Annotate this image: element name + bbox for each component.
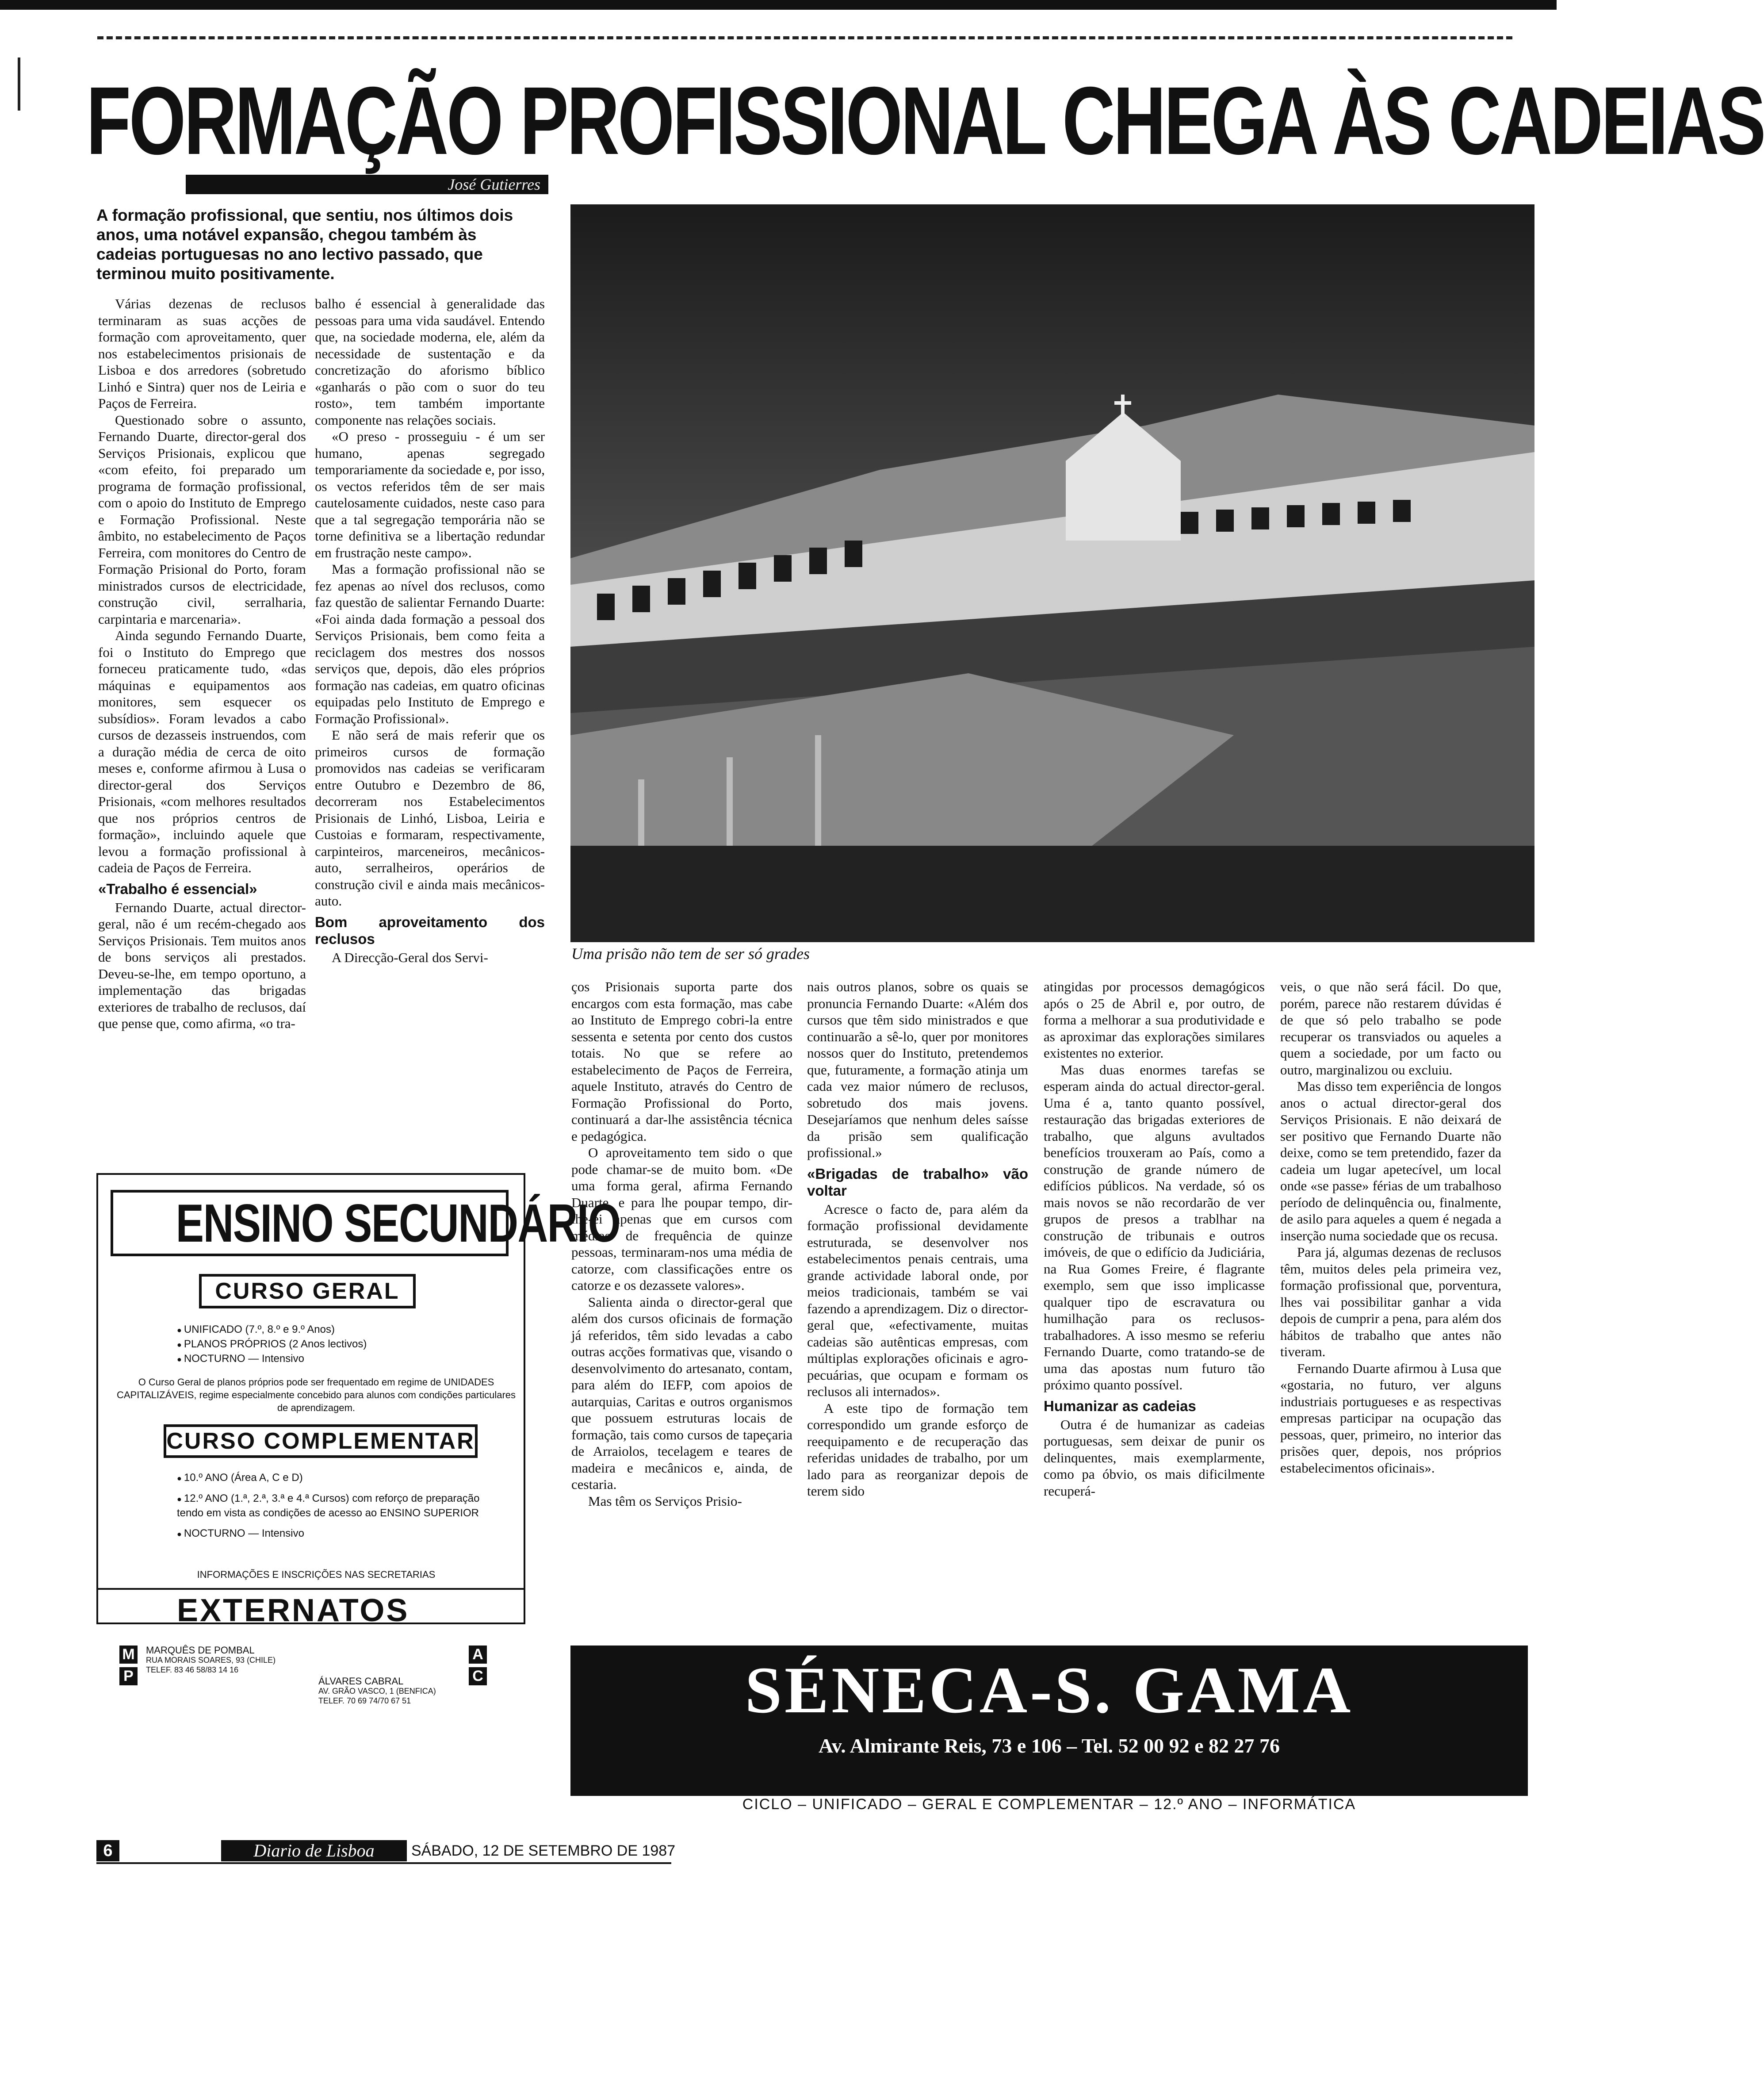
address-line: AV. GRÃO VASCO, 1 (BENFICA) bbox=[318, 1687, 436, 1695]
paragraph: A este tipo de formação tem correspondido um grande esforço de reequipamento e de recuperação das referidas unidades de trabalho, por um lado para as reorganizar depois de terem sido bbox=[807, 1400, 1028, 1499]
lede: A formação profissional, que sentiu, nos últimos dois anos, uma notável expansão, chegou também às cadeias portuguesas no ano lectivo passado, que terminou muito positivamente. bbox=[96, 206, 513, 283]
seneca-address: Av. Almirante Reis, 73 e 106 – Tel. 52 00 92 e 82 27 76 bbox=[818, 1734, 1280, 1757]
curso-geral-title: CURSO GERAL bbox=[199, 1274, 416, 1308]
issue-date: SÁBADO, 12 DE SETEMBRO DE 1987 bbox=[411, 1842, 676, 1859]
info-line: INFORMAÇÕES E INSCRIÇÕES NAS SECRETARIAS bbox=[197, 1569, 436, 1580]
paragraph: Outra é de humanizar as cadeias portuguesas, sem deixar de punir os delinquentes, mais exemplarmente, como pa óbvio, os mais dificilmente recuperá- bbox=[1044, 1416, 1265, 1499]
article-column-1 bbox=[98, 295, 306, 1032]
headline: FORMAÇÃO PROFISSIONAL CHEGA ÀS CADEIAS bbox=[86, 67, 1764, 175]
seneca-footer: CICLO – UNIFICADO – GERAL E COMPLEMENTAR – 12.º ANO – INFORMÁTICA bbox=[742, 1796, 1356, 1813]
paragraph: Mas disso tem experiência de longos anos o actual director-geral dos Serviços Prisionais. E não deixará de ser positivo que Fernando Duarte não deixe, como se tem pretendido, fazer da cadeia um lugar apetecível, um local onde «se passe» férias de um trabalhoso período de delinquência ou, finalmente, de asilo para aqueles a quem é negada a inserção numa sociedade que os recusa. bbox=[1280, 1078, 1501, 1243]
logo-letter: C bbox=[469, 1667, 487, 1685]
subheading: «Trabalho é essencial» bbox=[98, 880, 257, 897]
margin-mark bbox=[18, 58, 34, 111]
ad-title bbox=[111, 1190, 620, 1256]
dashed-rule bbox=[97, 36, 1512, 39]
curso-geral-list bbox=[177, 1323, 486, 1366]
paragraph: Mas a formação profissional não se fez apenas ao nível dos reclusos, como faz questão de salientar Fernando Duarte: «Foi ainda dada formação a pessoal dos Serviços Prisionais, bem como feita a reciclagem dos mestres dos nossos serviços que, depois, dão eles próprios formação nas cadeias, em quatro oficinas equipadas pelo Instituto de Emprego e Formação Profissional». bbox=[315, 561, 545, 726]
logo-letter: A bbox=[469, 1646, 487, 1664]
photo-caption: Uma prisão não tem de ser só grades bbox=[571, 945, 810, 963]
paragraph: atingidas por processos demagógicos após o 25 de Abril e, por outro, de forma a melhorar a sua produtividade e as aproximar das explorações similares existentes no exterior. bbox=[1044, 979, 1265, 1061]
address-alvares bbox=[318, 1676, 460, 1706]
byline: José Gutierres bbox=[186, 175, 548, 194]
subheading: «Brigadas de trabalho» vão voltar bbox=[807, 1165, 1028, 1199]
list-item: ● 12.º ANO (1.ª, 2.ª, 3.ª e 4.ª Cursos) com reforço de preparação tendo em vista as condições de acesso ao ENSINO SUPERIOR bbox=[177, 1492, 486, 1520]
top-rule bbox=[0, 0, 1557, 10]
logo-ac bbox=[469, 1646, 487, 1685]
prison-photo bbox=[570, 204, 1534, 942]
address-marques bbox=[146, 1646, 279, 1675]
address-name: MARQUÊS DE POMBAL bbox=[146, 1645, 255, 1656]
article-column-5 bbox=[1044, 978, 1265, 1499]
ad-title-text: ENSINO SECUNDÁRIO bbox=[176, 1193, 620, 1253]
paragraph: A Direcção-Geral dos Servi- bbox=[332, 949, 488, 965]
paragraph: «O preso - prosseguiu - é um ser humano, apenas segregado temporariamente da sociedade e, por isso, os vectos referidos têm de ser mais cautelosamente cuidados, neste caso para que a tal segregação temporária não se torne definitiva se a libertação redundar em frustração neste campo». bbox=[315, 429, 545, 560]
list-item: ● NOCTURNO — Intensivo bbox=[177, 1527, 486, 1541]
paragraph: nais outros planos, sobre os quais se pronuncia Fernando Duarte: «Além dos cursos que têm sido ministrados e que continuarão a sê-lo, quer por monitores nossos quer do Instituto, pretendemos que, futuramente, a formação atinja um cada vez maior número de reclusos, sobretudo dos mais jovens. Desejaríamos que nenhum deles saísse da prisão sem qualificação profissional.» bbox=[807, 979, 1028, 1160]
paragraph: Ainda segundo Fernando Duarte, foi o Instituto do Emprego que forneceu praticamente tudo, «das máquinas e equipamentos aos monitores, sem esquecer os subsídios». Foram levados a cabo cursos de dezasseis instruendos, com a duração média de cerca de oito meses e, conforme afirmou à Lusa o director-geral dos Serviços Prisionais, «com melhores resultados que nos próprios centros de formação», incluindo aquele que levou a formação profissional à cadeia de Paços de Ferreira. bbox=[98, 628, 306, 875]
externatos-divider bbox=[96, 1588, 525, 1590]
footer-rule bbox=[96, 1862, 671, 1864]
masthead: Diario de Lisboa bbox=[221, 1840, 407, 1861]
paragraph: ços Prisionais suporta parte dos encargos com esta formação, mas cabe ao Instituto de Emprego cobri-la entre sessenta e setenta por cento dos custos totais. No que se refere ao estabelecimento de Paços de Ferreira, aquele Instituto, através do Centro de Formação Profissional do Porto, continuará a dar-lhe assistência técnica e pedagógica. bbox=[571, 979, 792, 1144]
logo-letter: M bbox=[119, 1646, 138, 1664]
paragraph: Salienta ainda o director-geral que além dos cursos oficinais de formação já referidos, têm sido levadas a cabo outras acções formativas que, visando o desenvolvimento do artesanato, contam, para além do IEFP, com apoios de autarquias, Caritas e outros organismos que possuem estruturas locais de formação, tais como cursos de tapeçaria de Arraiolos, tecelagem e teares de madeira e mecânicos e, ainda, de cestaria. bbox=[571, 1294, 792, 1492]
page-number: 6 bbox=[96, 1840, 119, 1861]
seneca-ad bbox=[570, 1646, 1528, 1796]
paragraph: Várias dezenas de reclusos terminaram as suas acções de formação com aproveitamento, quer nos estabelecimentos prisionais de Lisboa e dos arredores (sobretudo Linhó e Sintra) quer nos de Leiria e Paços de Ferreira. bbox=[98, 296, 306, 411]
paragraph: veis, o que não será fácil. Do que, porém, parece não restarem dúvidas é de que só pelo trabalho se pode recuperar os transviados ou aqueles a quem a sociedade, por um facto ou outro, marginalizou ou excluiu. bbox=[1280, 979, 1501, 1078]
paragraph: Acresce o facto de, para além da formação profissional devidamente estruturada, se desenvolver nos estabelecimentos penais centrais, uma grande actividade laboral onde, por meios tradicionais, também se vai fazendo a aprendizagem. Diz o director-geral que, «efectivamente, muitas cadeias são autênticas empresas, com múltiplas explorações oficinais e agro-pecuárias, que ocupam e formam os reclusos ali internados». bbox=[807, 1201, 1028, 1399]
paragraph: Fernando Duarte, actual director-geral, não é um recém-chegado aos Serviços Prisionais. Tem muitos anos de bons serviços ali prestados. Deveu-se-lhe, em tempo oportuno, a implementação das brigadas exteriores de trabalho de reclusos, daí que pense que, como afirma, «o tra- bbox=[98, 899, 306, 1031]
address-name: ÁLVARES CABRAL bbox=[318, 1676, 404, 1687]
curso-geral-note: O Curso Geral de planos próprios pode ser frequentado em regime de UNIDADES CAPITALIZÁVEIS, regime especialmente concebido para alunos com condições particulares de aprendizagem. bbox=[116, 1377, 516, 1413]
address-line: RUA MORAIS SOARES, 93 (CHILE) bbox=[146, 1656, 276, 1665]
logo-letter: P bbox=[119, 1667, 138, 1685]
curso-complementar-list bbox=[177, 1471, 486, 1541]
list-item: ● PLANOS PRÓPRIOS (2 Anos lectivos) bbox=[177, 1337, 486, 1352]
logo-mp bbox=[119, 1646, 138, 1685]
paragraph: Mas têm os Serviços Prisio- bbox=[588, 1493, 742, 1509]
subheading: Humanizar as cadeias bbox=[1044, 1397, 1196, 1414]
curso-complementar-title: CURSO COMPLEMENTAR bbox=[164, 1424, 478, 1458]
seneca-title: SÉNECA-S. GAMA bbox=[745, 1653, 1354, 1727]
externatos-heading: EXTERNATOS bbox=[177, 1593, 409, 1628]
list-item: ● 10.º ANO (Área A, C e D) bbox=[177, 1471, 486, 1485]
subheading: Bom aproveitamento dos reclusos bbox=[315, 913, 545, 947]
paragraph: Fernando Duarte afirmou à Lusa que «gostaria, no futuro, ver alguns industriais portugueses e as respectivas empresas participar na ocupação das pessoas, quer, primeiro, no interior das prisões quer, depois, nos próprios estabelecimentos oficinais». bbox=[1280, 1360, 1501, 1476]
list-item: ● UNIFICADO (7.º, 8.º e 9.º Anos) bbox=[177, 1323, 486, 1337]
article-column-4 bbox=[807, 978, 1028, 1500]
article-column-2 bbox=[315, 295, 545, 966]
paragraph: O aproveitamento tem sido o que pode chamar-se de muito bom. «De uma forma geral, afirma Fernando Duarte, e para lhe poupar tempo, dir-lhe-ei apenas que em cursos com médias de frequência de quinze pessoas, terminaram-nos uma média de catorze, com classificações entre os catorze e os dezassete valores». bbox=[571, 1145, 792, 1293]
article-column-6 bbox=[1280, 978, 1501, 1476]
paragraph: balho é essencial à generalidade das pessoas para uma vida saudável. Entendo que, na sociedade moderna, ele, além da necessidade de sustentação e da concretização do aforismo bíblico «ganharás o pão com o suor do teu rosto», tem também importante componente nas relações sociais. bbox=[315, 296, 545, 428]
paragraph: Mas duas enormes tarefas se esperam ainda do actual director-geral. Uma é a, tanto quanto possível, restauração das brigadas exteriores de trabalho, que alguns avultados benefícios trouxeram ao País, como a construção de grande número de edifícios públicos. Na verdade, só os mais novos se não recordarão de ver grupos de presos a trablhar na construção de tribunais e outros imóveis, de que o edifício da Judiciária, na Rua Gomes Freire, é flagrante exemplo, sem que isso implicasse qualquer tipo de escravatura ou humilhação para os reclusos-trabalhadores. A isso mesmo se referiu Fernando Duarte, como tratando-se de uma das apostas num futuro tão próximo quanto possível. bbox=[1044, 1062, 1265, 1392]
list-item: ● NOCTURNO — Intensivo bbox=[177, 1352, 486, 1366]
address-tel: TELEF. 83 46 58/83 14 16 bbox=[146, 1665, 239, 1674]
address-tel: TELEF. 70 69 74/70 67 51 bbox=[318, 1696, 411, 1705]
paragraph: E não será de mais referir que os primeiros cursos de formação promovidos nas cadeias se verificaram entre Outubro e Dezembro de 86, decorreram nos Estabelecimentos Prisionais de Linhó, Lisboa, Leiria e Custoias e formaram, respectivamente, carpinteiros, marceneiros, mecânicos-auto, serralheiros, operários de construção civil e ainda mais mecânicos-auto. bbox=[315, 727, 545, 909]
paragraph: Para já, algumas dezenas de reclusos têm, muitos deles pela primeira vez, formação profissional que, porventura, lhes vai possibilitar ganhar a vida depois de cumprir a pena, para além dos hábitos de trabalho que antes não tiveram. bbox=[1280, 1244, 1501, 1359]
paragraph: Questionado sobre o assunto, Fernando Duarte, director-geral dos Serviços Prisionais, explicou que «com efeito, foi preparado um programa de formação profissional, com o apoio do Instituto de Emprego e Formação Profissional. Neste âmbito, no estabelecimento de Paços Ferreira, com monitores do Centro de Formação Prisional do Porto, foram ministrados cursos de electricidade, construção civil, serralharia, carpintaria e marcenaria». bbox=[98, 412, 306, 627]
